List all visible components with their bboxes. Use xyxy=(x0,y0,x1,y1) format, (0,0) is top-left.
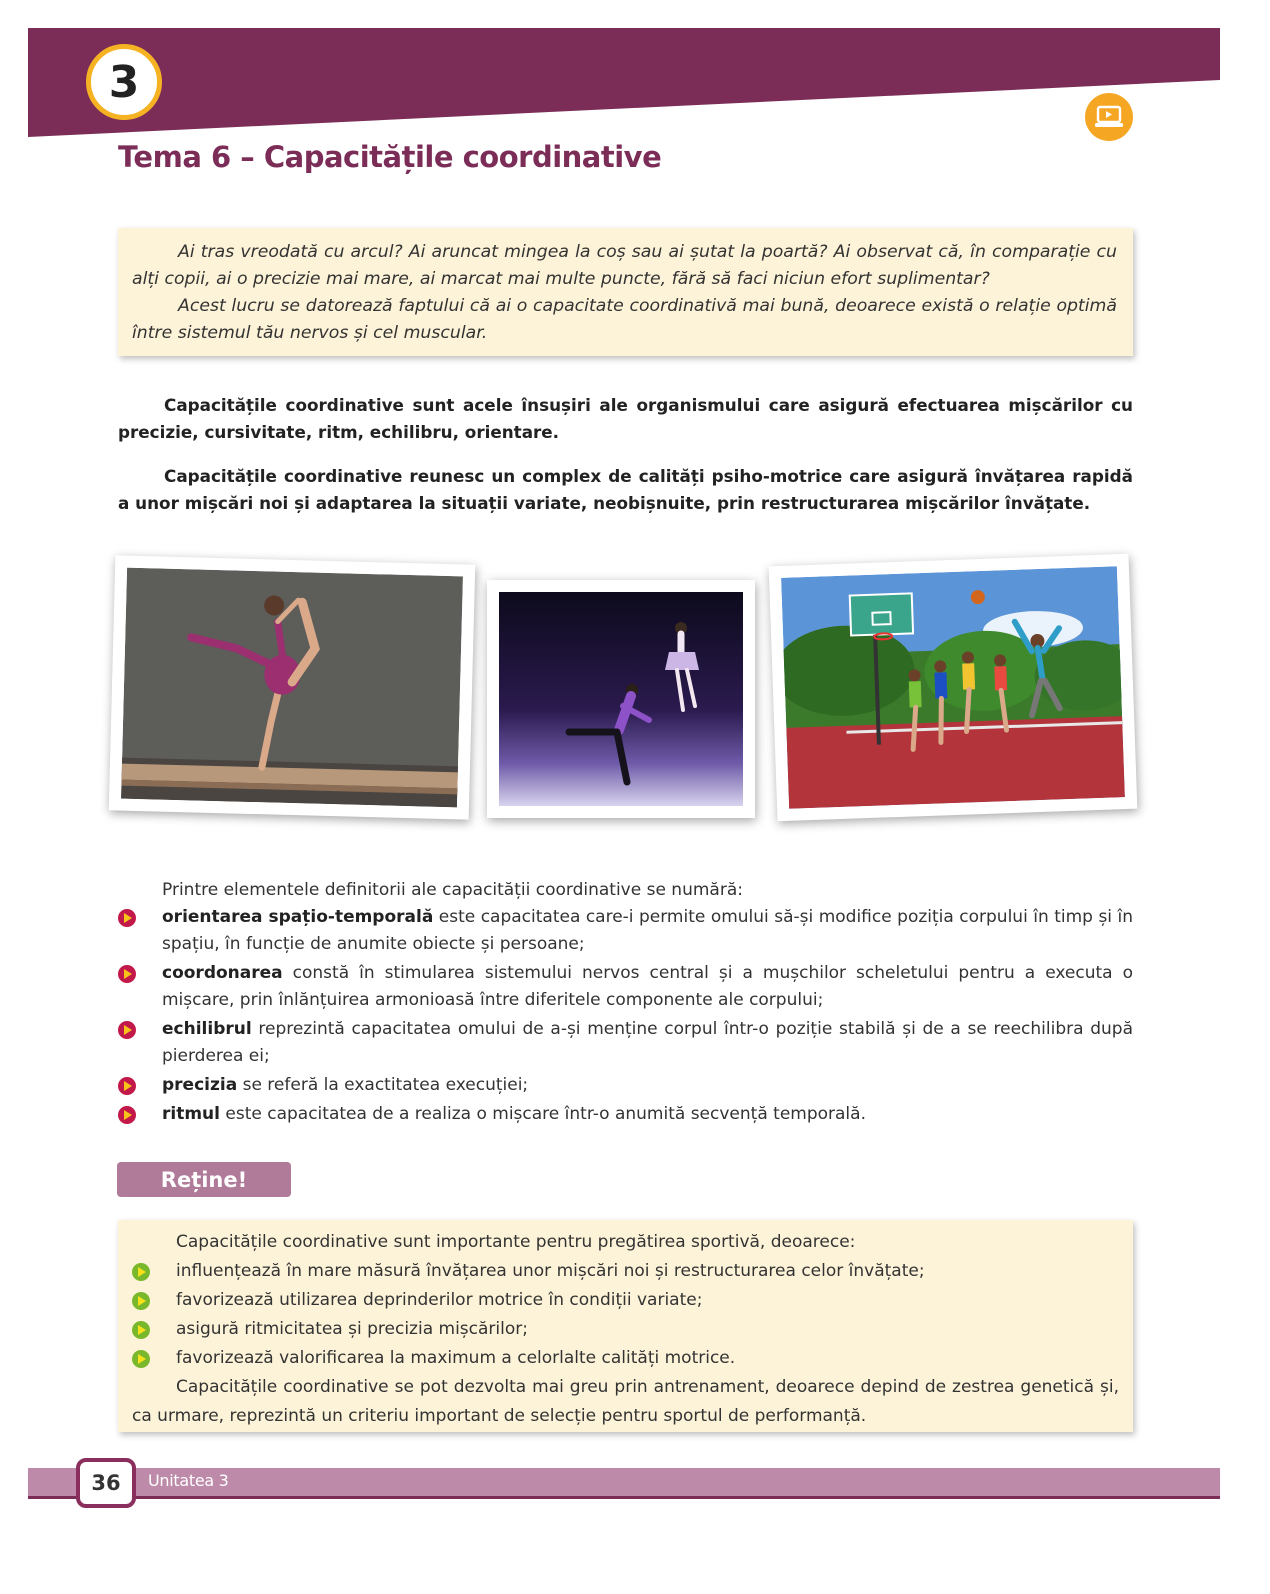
list-item xyxy=(118,904,1133,958)
page-number: 36 xyxy=(76,1458,136,1508)
intro-paragraph-1: Ai tras vreodată cu arcul? Ai aruncat mingea la coș sau ai șutat la poartă? Ai observat că, în comparație cu alți copii, ai o precizie mai mare, ai marcat mai multe puncte, fără să faci niciun efort suplimentar? xyxy=(132,242,1117,289)
photo-basketball xyxy=(769,554,1138,821)
intro-box xyxy=(118,228,1133,356)
intro-paragraph-2: Acest lucru se datorează faptului că ai o capacitate coordinativă mai bună, deoarece există o relație optimă între sistemul tău nervos și cel muscular. xyxy=(132,296,1117,343)
elements-list xyxy=(118,904,1133,1130)
list-item xyxy=(118,1072,1133,1099)
green-bullet-arrow-icon xyxy=(132,1321,150,1339)
green-bullet-arrow-icon xyxy=(132,1263,150,1281)
unit-number-badge: 3 xyxy=(86,44,162,120)
bullet-arrow-icon xyxy=(118,909,136,927)
retine-list xyxy=(132,1257,1119,1373)
list-item-text: se referă la exactitatea execuției; xyxy=(237,1075,529,1095)
elements-intro: Printre elementele definitorii ale capacității coordinative se numără: xyxy=(162,880,743,900)
list-item xyxy=(132,1286,1119,1315)
retine-outro: Capacitățile coordinative se pot dezvolta mai greu prin antrenament, deoarece depind de zestrea genetică și, ca urmare, reprezintă un criteriu important de selecție pentru sportul de performanță. xyxy=(132,1377,1119,1426)
screen-icon[interactable] xyxy=(1085,93,1133,141)
list-item xyxy=(132,1315,1119,1344)
list-item-term: coordonarea xyxy=(162,963,283,983)
definition-paragraph-2: Capacitățile coordinative reunesc un complex de calități psiho-motrice care asigură învățarea rapidă a unor mișcări noi și adaptarea la situații variate, neobișnuite, prin restructurarea mișcărilor învățate. xyxy=(118,466,1133,513)
bullet-arrow-icon xyxy=(118,965,136,983)
bullet-arrow-icon xyxy=(118,1077,136,1095)
list-item-text: constă în stimularea sistemului nervos central și a mușchilor scheletului pentru a executa o mișcare, prin înlănțuirea armonioasă între diferitele componente ale corpului; xyxy=(162,963,1133,1010)
bullet-arrow-icon xyxy=(118,1021,136,1039)
list-item xyxy=(132,1344,1119,1373)
green-bullet-arrow-icon xyxy=(132,1350,150,1368)
header-band xyxy=(0,0,1270,140)
green-bullet-arrow-icon xyxy=(132,1292,150,1310)
list-item-text: influențează în mare măsură învățarea unor mișcări noi și restructurarea celor învățate; xyxy=(176,1261,925,1281)
list-item-term: ritmul xyxy=(162,1104,220,1124)
list-item-text: asigură ritmicitatea și precizia mișcărilor; xyxy=(176,1319,528,1339)
list-item xyxy=(132,1257,1119,1286)
bullet-arrow-icon xyxy=(118,1106,136,1124)
retine-label: Reține! xyxy=(117,1162,291,1197)
list-item-text: favorizează utilizarea deprinderilor motrice în condiții variate; xyxy=(176,1290,703,1310)
list-item-term: echilibrul xyxy=(162,1019,252,1039)
list-item-text: reprezintă capacitatea omului de a-și menține corpul într-o poziție stabilă și de a se reechilibra după pierderea ei; xyxy=(162,1019,1133,1066)
list-item xyxy=(118,960,1133,1014)
list-item-term: precizia xyxy=(162,1075,238,1095)
page-title: Tema 6 – Capacitățile coordinative xyxy=(118,140,662,174)
retine-intro: Capacitățile coordinative sunt importante pentru pregătirea sportivă, deoarece: xyxy=(176,1232,856,1252)
list-item-term: orientarea spațio-temporală xyxy=(162,907,434,927)
footer-unit-label: Unitatea 3 xyxy=(148,1471,229,1490)
list-item-text: este capacitatea de a realiza o mișcare într-o anumită secvență temporală. xyxy=(219,1104,866,1124)
list-item-text: favorizează valorificarea la maximum a celorlalte calități motrice. xyxy=(176,1348,736,1368)
list-item xyxy=(118,1101,1133,1128)
list-item-text: este capacitatea care-i permite omului să-și modifice poziția corpului în timp și în spațiu, în funcție de anumite obiecte și persoane; xyxy=(162,907,1133,954)
photo-figure-skaters xyxy=(487,580,755,818)
retine-box xyxy=(118,1220,1133,1432)
photo-gymnast xyxy=(109,555,476,819)
list-item xyxy=(118,1016,1133,1070)
definition-paragraph-1: Capacitățile coordinative sunt acele însușiri ale organismului care asigură efectuarea mișcărilor cu precizie, cursivitate, ritm, echilibru, orientare. xyxy=(118,395,1133,442)
